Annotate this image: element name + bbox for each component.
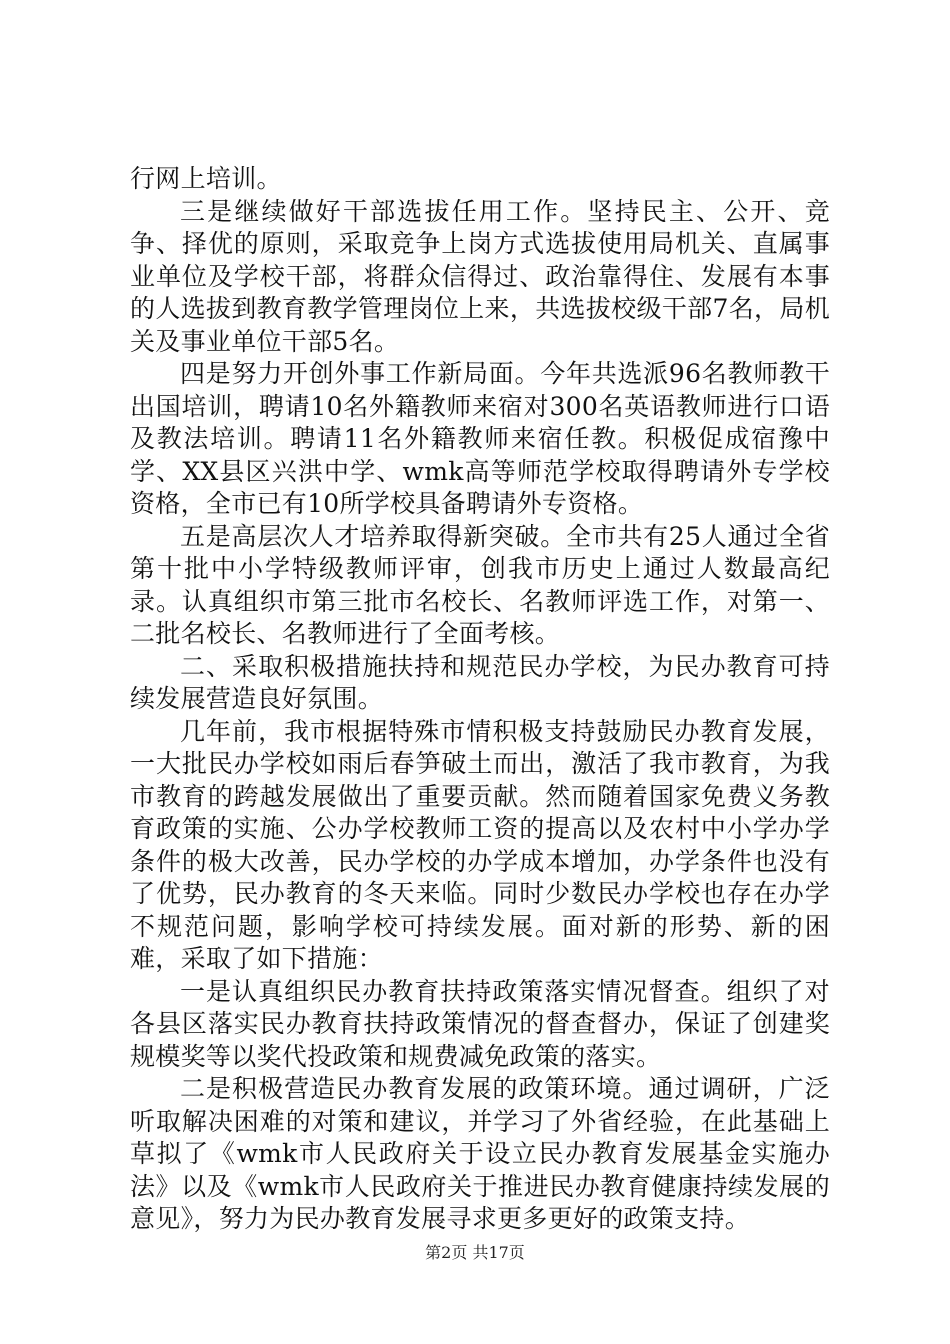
page-footer [0, 1243, 950, 1263]
document-body [130, 163, 830, 1236]
paragraph-talent-training: 五是高层次人才培养取得新突破。全市共有25人通过全省第十批中小学特级教师评审，创我市历史上通过人数最高纪录。认真组织市第三批市名校长、名教师评选工作，对第一、二批名校长、名教师进行了全面考核。 [130, 521, 830, 648]
paragraph-policy-inspection: 一是认真组织民办教育扶持政策落实情况督查。组织了对各县区落实民办教育扶持政策情况的督查督办，保证了创建奖规模奖等以奖代投政策和规费减免政策的落实。 [130, 976, 830, 1071]
paragraph-private-education-background: 几年前，我市根据特殊市情积极支持鼓励民办教育发展，一大批民办学校如雨后春笋破土而出，激活了我市教育，为我市教育的跨越发展做出了重要贡献。然而随着国家免费义务教育政策的实施、公办学校教师工资的提高以及农村中小学办学条件的极大改善，民办学校的办学成本增加，办学条件也没有了优势，民办教育的冬天来临。同时少数民办学校也存在办学不规范问题，影响学校可持续发展。面对新的形势、新的困难，采取了如下措施： [130, 716, 830, 973]
paragraph-policy-environment: 二是积极营造民办教育发展的政策环境。通过调研，广泛听取解决困难的对策和建议，并学习了外省经验，在此基础上草拟了《wmk市人民政府关于设立民办教育发展基金实施办法》以及《wmk市人民政府关于推进民办教育健康持续发展的意见》，努力为民办教育发展寻求更多更好的政策支持。 [130, 1074, 830, 1233]
paragraph-continuation: 行网上培训。 [130, 164, 282, 193]
section-heading-private-schools: 二、采取积极措施扶持和规范民办学校，为民办教育可持续发展营造良好氛围。 [130, 651, 830, 713]
paragraph-foreign-affairs: 四是努力开创外事工作新局面。今年共选派96名教师教干出国培训，聘请10名外籍教师来宿对300名英语教师进行口语及教法培训。聘请11名外籍教师来宿任教。积极促成宿豫中学、XX县区兴洪中学、wmk高等师范学校取得聘请外专学校资格，全市已有10所学校具备聘请外专资格。 [130, 359, 830, 518]
page-number-label: 第2页 共17页 [425, 1243, 525, 1262]
paragraph-cadre-selection: 三是继续做好干部选拔任用工作。坚持民主、公开、竞争、择优的原则，采取竞争上岗方式选拔使用局机关、直属事业单位及学校干部，将群众信得过、政治靠得住、发展有本事的人选拔到教育教学管理岗位上来，共选拔校级干部7名，局机关及事业单位干部5名。 [130, 196, 830, 356]
